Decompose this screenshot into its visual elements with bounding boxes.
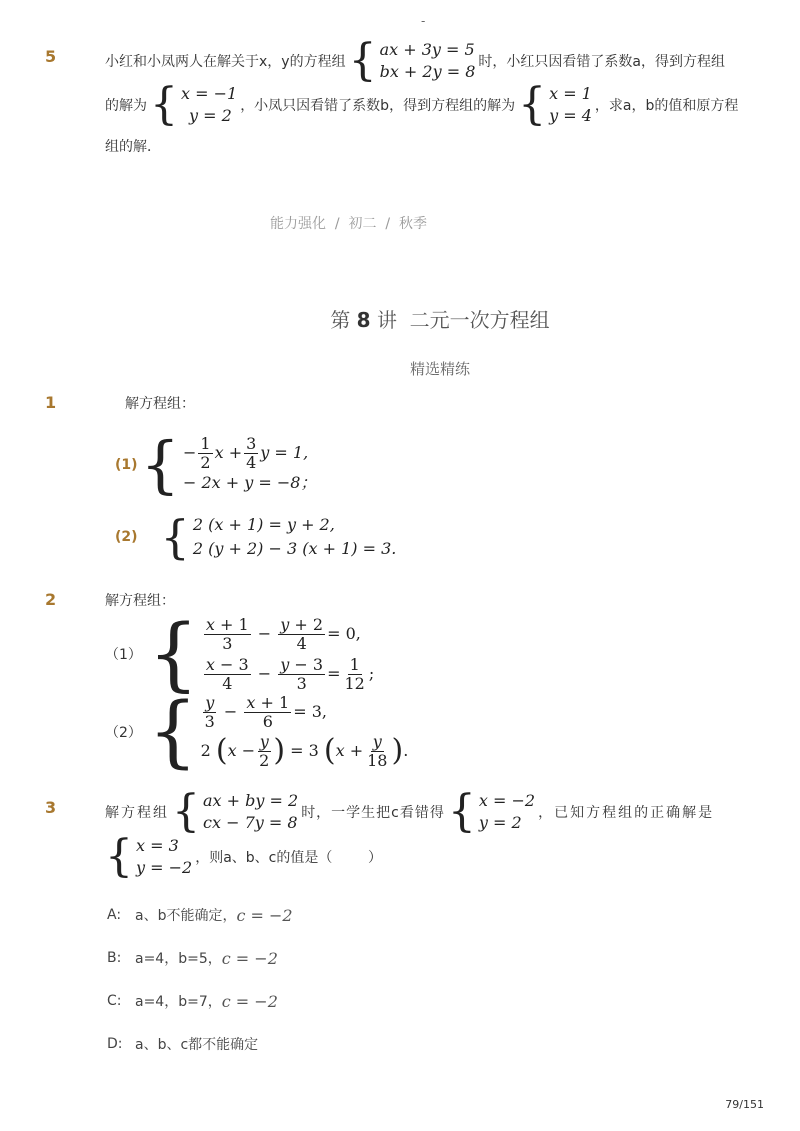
q5-line3: 组的解． bbox=[105, 139, 161, 155]
q1-prompt: 解方程组： bbox=[125, 396, 195, 412]
part-label: （2） bbox=[105, 725, 142, 741]
part-label: (2) bbox=[115, 529, 138, 545]
equation-row: 2 (y + 2) − 3 (x + 1) = 3. bbox=[192, 539, 397, 558]
left-brace-icon: { bbox=[160, 510, 190, 564]
solution-row: y = −2 bbox=[136, 858, 193, 877]
section-subtitle: 精选精练 bbox=[409, 360, 470, 378]
equation-row: $\frac{y}{3}$ − $\frac{x + 1}{6}$ = 3, bbox=[204, 692, 327, 731]
question-number: 3 bbox=[45, 798, 57, 817]
q2-prompt: 解方程组： bbox=[105, 593, 175, 609]
left-brace-icon: { bbox=[518, 79, 547, 130]
solution-row: x = 1 bbox=[549, 84, 592, 103]
equation-row: cx − 7y = 8 bbox=[203, 813, 298, 832]
left-brace-icon: { bbox=[148, 687, 198, 777]
question-number: 5 bbox=[45, 47, 57, 66]
q5-line2-mid: ，小凤只因看错了系数b，得到方程组的解为 bbox=[240, 98, 516, 114]
fraction: $\frac{1}{2}$ bbox=[200, 433, 211, 472]
equation-row: ax + by = 2 bbox=[203, 791, 299, 810]
q5-solution-1 bbox=[150, 79, 238, 130]
page-number: 79/151 bbox=[725, 1098, 764, 1111]
equation-row: − 2x + y = −8； bbox=[183, 472, 317, 492]
q5-line2-pre: 的解为 bbox=[105, 98, 147, 114]
q3-line2 bbox=[105, 831, 382, 882]
equation-row: bx + 2y = 8 bbox=[379, 62, 476, 81]
equation-row: $\frac{x - 3}{4}$ − $\frac{y - 3}{3}$ = $\frac{1}{12}$ ; bbox=[205, 654, 375, 693]
equation-row: $\frac{x + 1}{3}$ − $\frac{y + 2}{4}$ = 0, bbox=[205, 614, 361, 653]
question-number: 2 bbox=[45, 590, 57, 609]
equation-row: 2 (x + 1) = y + 2, bbox=[192, 515, 335, 534]
q3-line1 bbox=[105, 788, 714, 836]
solution-row: x = −1 bbox=[181, 84, 238, 103]
fraction: $\frac{3}{4}$ bbox=[246, 433, 257, 472]
q5-line2 bbox=[105, 79, 739, 130]
option-c[interactable]: C: a=4，b=7， c = −2 bbox=[107, 991, 278, 1011]
q1-part2 bbox=[115, 512, 399, 562]
q5-line2-post: ，求a，b的值和原方程 bbox=[594, 98, 739, 114]
solution-row: x = −2 bbox=[478, 791, 536, 810]
option-a[interactable]: A: a、b不能确定， c = −2 bbox=[107, 905, 293, 925]
section-title: 第 8 讲 二元一次方程组 bbox=[330, 308, 550, 332]
left-brace-icon: { bbox=[140, 428, 180, 501]
running-header: 能力强化 / 初二 / 秋季 bbox=[270, 216, 428, 232]
q5-line1-pre: 小红和小凤两人在解关于x，y的方程组 bbox=[105, 54, 346, 70]
part-label: （1） bbox=[105, 647, 142, 663]
top-mark: - bbox=[421, 14, 426, 28]
option-d[interactable]: D: a、b、c都不能确定 bbox=[107, 1036, 259, 1053]
equation-row: − $\frac{1}{2}$ x + $\frac{3}{4}$ y = 1, bbox=[183, 433, 309, 472]
question-number: 1 bbox=[45, 393, 57, 412]
q2-part2 bbox=[105, 687, 411, 777]
left-brace-icon: { bbox=[148, 607, 199, 700]
q5-equation-system bbox=[348, 35, 476, 86]
equation-row: 2 ( x − $\frac{y}{2}$ ) = 3 ( x + $\frac{y}{18}$ ) . bbox=[200, 731, 409, 770]
solution-row: x = 3 bbox=[136, 836, 179, 855]
q3-line2-post: ，则a、b、c的值是（ ） bbox=[195, 850, 382, 866]
part-label: (1) bbox=[115, 457, 138, 473]
q5-line1 bbox=[105, 35, 725, 86]
equation-row: ax + 3y = 5 bbox=[379, 40, 475, 59]
option-b[interactable]: B: a=4，b=5， c = −2 bbox=[107, 948, 278, 968]
q3-line1-pre: 解方程组 bbox=[105, 805, 169, 821]
q3-line1-mid: 时，一学生把c看错得 bbox=[301, 805, 445, 821]
left-brace-icon: { bbox=[150, 79, 178, 130]
solution-row: y = 2 bbox=[189, 106, 232, 125]
left-brace-icon: { bbox=[348, 35, 377, 86]
q5-solution-2 bbox=[518, 79, 592, 130]
q5-line1-post: 时，小红只因看错了系数a，得到方程组 bbox=[478, 54, 725, 70]
solution-row: y = 4 bbox=[549, 106, 592, 125]
solution-row: y = 2 bbox=[478, 813, 522, 832]
q1-part1 bbox=[115, 428, 319, 501]
q2-part1 bbox=[105, 607, 377, 700]
left-brace-icon: { bbox=[172, 786, 200, 837]
left-brace-icon: { bbox=[105, 831, 133, 882]
left-brace-icon: { bbox=[447, 786, 476, 837]
q3-line1-post: ，已知方程组的正确解是 bbox=[538, 805, 715, 821]
